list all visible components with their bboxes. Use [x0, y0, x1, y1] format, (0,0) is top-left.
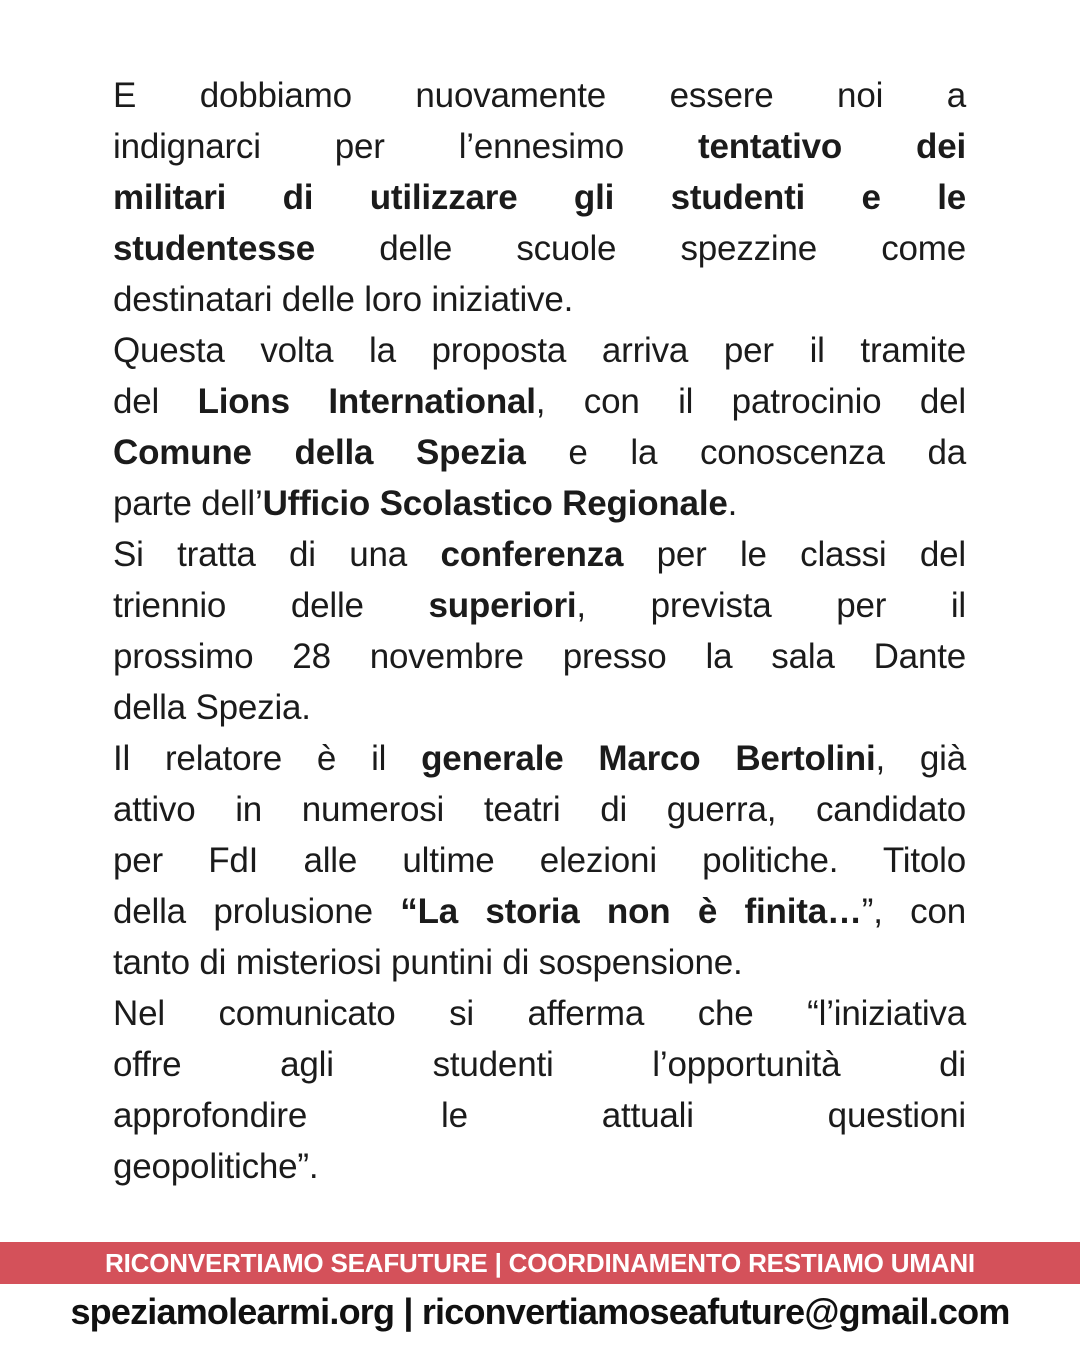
text-run: indignarci per l’ennesimo [113, 127, 699, 166]
text-run: Nel comunicato si afferma che “l’iniziativa [113, 994, 966, 1033]
contact-footer-text: speziamolearmi.org | riconvertiamoseafuture@gmail.com [70, 1291, 1010, 1332]
text-run: parte dell’ [113, 484, 263, 523]
text-line [113, 325, 966, 376]
text-run: per FdI alle ultime elezioni politiche. Titolo [113, 841, 966, 880]
contact-footer [0, 1291, 1080, 1333]
text-run: attivo in numerosi teatri di guerra, candidato [113, 790, 966, 829]
text-line [113, 529, 966, 580]
text-line [113, 478, 966, 529]
text-line [113, 376, 966, 427]
text-run-bold: “La storia non è finita… [400, 892, 862, 931]
text-line [113, 1039, 966, 1090]
text-line [113, 733, 966, 784]
text-line [113, 682, 966, 733]
campaign-banner [0, 1242, 1080, 1284]
text-run-bold: superiori [428, 586, 577, 625]
text-run: della prolusione [113, 892, 401, 931]
text-run: del [113, 382, 198, 421]
text-run: Questa volta la proposta arriva per il tramite [113, 331, 966, 370]
text-run: prossimo 28 novembre presso la sala Dante [113, 637, 966, 676]
text-line [113, 70, 966, 121]
text-line [113, 631, 966, 682]
text-run: , già [875, 739, 967, 778]
text-line [113, 1090, 966, 1141]
article-text [113, 70, 966, 1192]
text-run: Si tratta di una [113, 535, 441, 574]
text-run: offre agli studenti l’opportunità di [113, 1045, 966, 1084]
text-line [113, 121, 966, 172]
text-run: approfondire le attuali questioni [113, 1096, 966, 1135]
text-run: , prevista per il [576, 586, 966, 625]
text-run: triennio delle [113, 586, 429, 625]
text-run: . [727, 484, 738, 523]
text-run-bold: Ufficio Scolastico Regionale [262, 484, 728, 523]
text-line [113, 886, 966, 937]
text-run-bold: militari di utilizzare gli studenti e le [113, 178, 966, 217]
text-run: della Spezia. [113, 688, 311, 727]
text-run-bold: generale Marco Bertolini [421, 739, 876, 778]
text-line [113, 784, 966, 835]
text-run: per le classi del [623, 535, 966, 574]
text-run-bold: studentesse [113, 229, 316, 268]
text-run: E dobbiamo nuovamente essere noi a [113, 76, 966, 115]
text-run: delle scuole spezzine come [315, 229, 966, 268]
text-line [113, 1141, 966, 1192]
text-run-bold: tentativo dei [698, 127, 966, 166]
text-run-bold: Lions International [197, 382, 536, 421]
text-line [113, 172, 966, 223]
text-run-bold: conferenza [440, 535, 624, 574]
text-run: Il relatore è il [113, 739, 422, 778]
text-run-bold: Comune della Spezia [113, 433, 526, 472]
campaign-banner-text: RICONVERTIAMO SEAFUTURE | COORDINAMENTO RESTIAMO UMANI [105, 1247, 975, 1278]
text-line [113, 988, 966, 1039]
text-line [113, 223, 966, 274]
text-line [113, 274, 966, 325]
text-line [113, 937, 966, 988]
text-line [113, 427, 966, 478]
text-run: e la conoscenza da [525, 433, 966, 472]
text-line [113, 580, 966, 631]
text-run: destinatari delle loro iniziative. [113, 280, 574, 319]
text-run: , con il patrocinio del [535, 382, 967, 421]
text-line [113, 835, 966, 886]
text-run: tanto di misteriosi puntini di sospensione. [113, 943, 743, 982]
text-run: geopolitiche”. [113, 1147, 319, 1186]
text-run: ”, con [861, 892, 966, 931]
